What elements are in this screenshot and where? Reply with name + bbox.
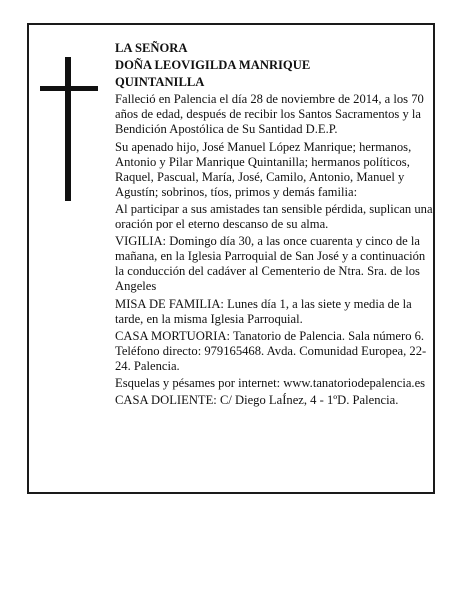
family-mass-paragraph: MISA DE FAMILIA: Lunes día 1, a las siete y media de la tarde, en la misma Iglesia Parroquial.	[115, 296, 412, 326]
heading-name: DOÑA LEOVIGILDA MANRIQUE	[115, 58, 311, 73]
mourning-house-paragraph: CASA DOLIENTE: C/ Diego LaÍnez, 4 - 1ºD. Palencia.	[115, 393, 399, 408]
heading-title: LA SEÑORA	[115, 41, 188, 55]
prayer-request-paragraph: Al participar a sus amistades tan sensible pérdida, suplican una oración por el eterno descanso de su alma.	[115, 201, 433, 232]
cross-icon	[40, 57, 98, 201]
notice-text	[115, 41, 433, 410]
cross-vertical-bar	[65, 57, 71, 201]
internet-condolences-paragraph: Esquelas y pésames por internet: www.tanatoriodepalencia.es	[115, 375, 426, 390]
funeral-home-paragraph: CASA MORTUORIA: Tanatorio de Palencia. Sala número 6. Teléfono directo: 979165468. Avda. Comunidad Europea, 22-24. Palencia.	[115, 328, 427, 373]
family-paragraph: Su apenado hijo, José Manuel López Manrique; hermanos, Antonio y Pilar Manrique Quintanilla; hermanos políticos, Raquel, Pascual, María, José, Camilo, Antonio, Manuel y Agustín; sobrinos, tíos, primos y demás familia:	[115, 139, 412, 199]
heading-surname: QUINTANILLA	[115, 75, 205, 90]
death-announcement-paragraph: Falleció en Palencia el día 28 de noviembre de 2014, a los 70 años de edad, después de recibir los Santos Sacramentos y la Bendición Apostólica de Su Santidad D.E.P.	[115, 92, 424, 137]
cross-horizontal-bar	[40, 86, 98, 91]
obituary-notice	[27, 23, 435, 494]
vigil-paragraph: VIGILIA: Domingo día 30, a las once cuarenta y cinco de la mañana, en la Iglesia Parroquial de San José y a continuación la conducción del cadáver al Cementerio de Ntra. Sra. de los Angeles	[115, 234, 426, 294]
